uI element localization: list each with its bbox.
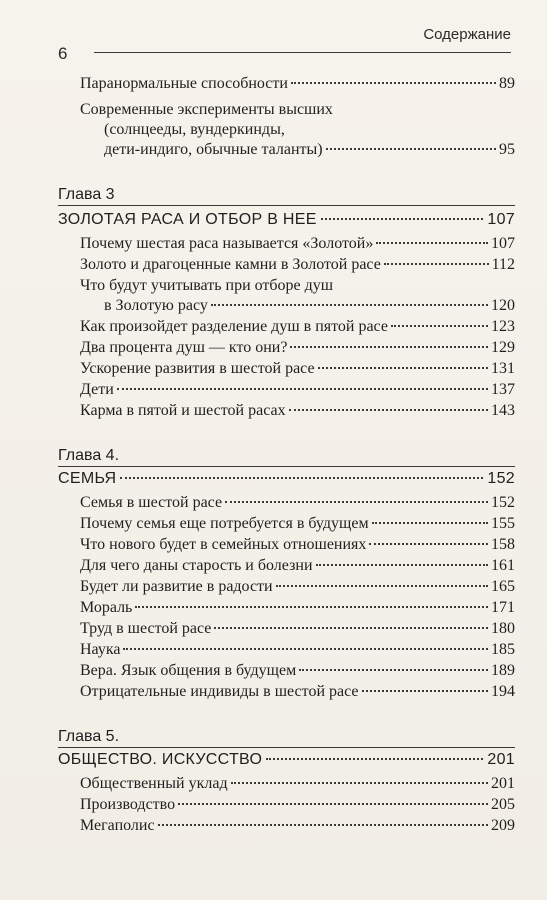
leader-dots <box>276 585 488 587</box>
toc-entry[interactable]: Два процента душ — кто они? 129 <box>80 339 515 356</box>
toc-entry[interactable]: Будет ли развитие в радости 165 <box>80 578 515 595</box>
chapter-label: Глава 3 <box>58 186 115 203</box>
chapter-title-entry[interactable]: ЗОЛОТАЯ РАСА И ОТБОР В НЕЕ 107 <box>58 211 515 228</box>
leader-dots <box>123 648 488 650</box>
chapter-label: Глава 5. <box>58 728 120 745</box>
leader-dots <box>231 782 488 784</box>
toc-entry-line[interactable]: Что будут учитывать при отборе душ <box>80 277 334 294</box>
toc-entry[interactable]: Общественный уклад 201 <box>80 775 515 792</box>
chapter-label: Глава 4. <box>58 447 120 464</box>
leader-dots <box>214 627 488 629</box>
toc-entry[interactable]: Производство 205 <box>80 796 515 813</box>
leader-dots <box>211 304 488 306</box>
leader-dots <box>158 824 488 826</box>
running-header <box>58 26 511 66</box>
toc-entry[interactable]: Семья в шестой расе 152 <box>80 494 515 511</box>
toc-entry[interactable]: Мораль 171 <box>80 599 515 616</box>
chapter-title-entry[interactable]: СЕМЬЯ 152 <box>58 470 515 487</box>
toc-entry[interactable]: Почему семья еще потребуется в будущем 155 <box>80 515 515 532</box>
leader-dots <box>178 803 488 805</box>
leader-dots <box>135 606 488 608</box>
leader-dots <box>384 263 489 265</box>
toc-entry-line[interactable]: Современные эксперименты высших <box>80 101 333 118</box>
leader-dots <box>291 82 496 84</box>
leader-dots <box>290 346 488 348</box>
toc-entry[interactable]: Карма в пятой и шестой расах 143 <box>80 402 515 419</box>
toc-entry[interactable]: в Золотую расу 120 <box>104 297 515 314</box>
leader-dots <box>372 522 488 524</box>
leader-dots <box>117 388 488 390</box>
leader-dots <box>225 501 488 503</box>
leader-dots <box>299 669 488 671</box>
chapter-rule <box>58 205 515 206</box>
leader-dots <box>316 564 488 566</box>
leader-dots <box>376 242 488 244</box>
chapter-rule <box>58 747 515 748</box>
toc-entry[interactable]: Наука 185 <box>80 641 515 658</box>
toc-entry[interactable]: Ускорение развития в шестой расе 131 <box>80 360 515 377</box>
leader-dots <box>120 477 483 479</box>
leader-dots <box>289 409 488 411</box>
leader-dots <box>369 543 488 545</box>
toc-entry[interactable]: Вера. Язык общения в будущем 189 <box>80 662 515 679</box>
leader-dots <box>391 325 488 327</box>
toc-entry-line[interactable]: (солнцееды, вундеркинды, <box>104 121 285 138</box>
toc-entry[interactable]: Почему шестая раса называется «Золотой» 107 <box>80 235 515 252</box>
header-title: Содержание <box>423 26 511 43</box>
toc-entry[interactable]: Паранормальные способности 89 <box>80 75 515 92</box>
leader-dots <box>326 148 496 150</box>
header-rule <box>94 52 511 53</box>
page-number: 6 <box>58 44 68 63</box>
leader-dots <box>321 218 484 220</box>
chapter-title-entry[interactable]: ОБЩЕСТВО. ИСКУССТВО 201 <box>58 751 515 768</box>
toc-entry[interactable]: Дети 137 <box>80 381 515 398</box>
toc-entry[interactable]: Что нового будет в семейных отношениях 158 <box>80 536 515 553</box>
toc-entry[interactable]: Отрицательные индивиды в шестой расе 194 <box>80 683 515 700</box>
toc-entry[interactable]: Труд в шестой расе 180 <box>80 620 515 637</box>
toc-entry[interactable]: Для чего даны старость и болезни 161 <box>80 557 515 574</box>
toc-entry[interactable]: Мегаполис 209 <box>80 817 515 834</box>
toc-entry[interactable]: Золото и драгоценные камни в Золотой расе 112 <box>80 256 515 273</box>
leader-dots <box>362 690 489 692</box>
leader-dots <box>318 367 488 369</box>
leader-dots <box>266 758 483 760</box>
toc-entry[interactable]: Как произойдет разделение душ в пятой расе 123 <box>80 318 515 335</box>
toc-entry[interactable]: дети-индиго, обычные таланты) 95 <box>104 141 515 158</box>
chapter-rule <box>58 466 515 467</box>
